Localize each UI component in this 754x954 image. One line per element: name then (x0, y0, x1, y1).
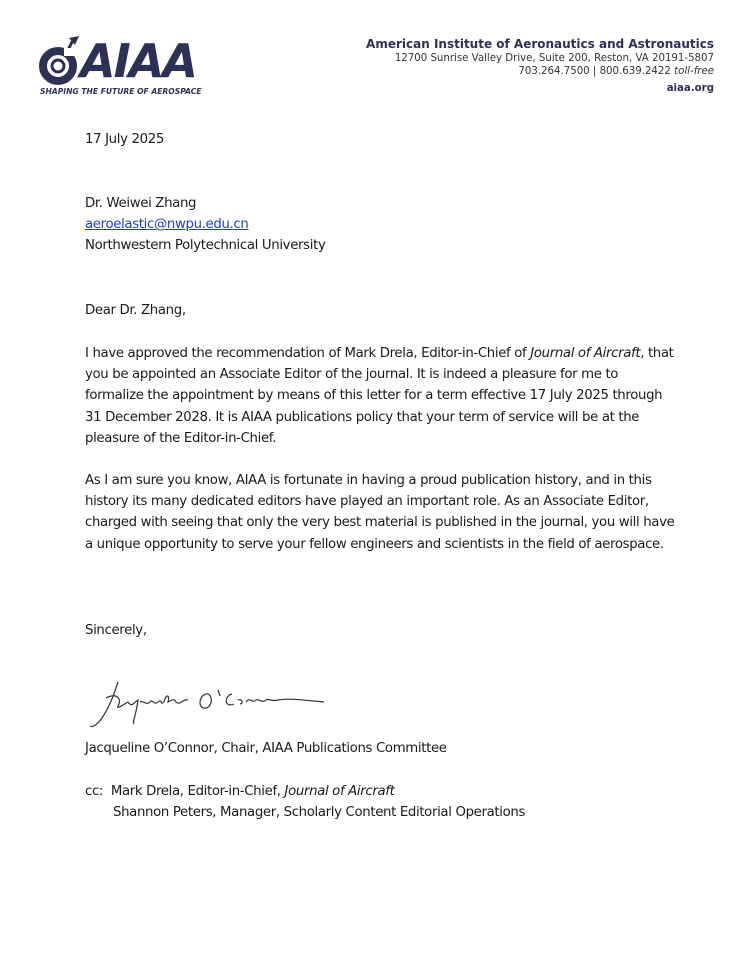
paragraph-2 (85, 470, 675, 555)
cc-line2: Shannon Peters, Manager, Scholarly Content Editorial Operations (113, 805, 526, 821)
phone-numbers: 703.264.7500 | 800.639.2422 (518, 66, 671, 77)
letter-date (85, 129, 675, 150)
date-text: 17 July 2025 (85, 132, 164, 147)
recipient-email-link[interactable]: aeroelastic@nwpu.edu.cn (85, 217, 249, 233)
phone-note: toll-free (674, 66, 714, 77)
cc-label: cc: (85, 784, 104, 799)
logo-tagline: SHAPING THE FUTURE OF AEROSPACE (40, 87, 202, 96)
org-name: American Institute of Aeronautics and Astronautics (366, 37, 714, 51)
signer-text: Jacqueline O’Connor, Chair, AIAA Publications Committee (85, 741, 447, 756)
para1-journal-title: Journal of Aircraft (530, 346, 641, 361)
para1-text-a: I have approved the recommendation of Mark Drela, Editor-in-Chief of (85, 346, 531, 361)
salutation (85, 300, 675, 321)
recipient-block (85, 193, 675, 257)
aiaa-emblem-icon (38, 30, 82, 86)
para2-text: As I am sure you know, AIAA is fortunate in having a proud publication history, and in this history its many dedicated editors have played an important role. As an Associate Editor, charged with seeing that only the very best material is published in the journal, you will have a unique opportunity to serve your fellow engineers and scientists in the field of aerospace. (85, 473, 675, 552)
logo-wordmark: AIAA (80, 34, 196, 88)
para1-text-b: , that you be appointed an Associate Editor of the journal. It is indeed a pleasure for me to formalize the appointment by means of this letter for a term effective 17 July 2025 through 31 December 2028. It is AIAA publications policy that your term of service will be at the pleasure of the Editor-in-Chief. (85, 346, 674, 446)
recipient-institution: Northwestern Polytechnical University (85, 238, 326, 254)
aiaa-logo (38, 30, 238, 100)
cc-line1-text: Mark Drela, Editor-in-Chief, (110, 784, 285, 799)
org-phone (366, 65, 714, 78)
signer-line (85, 738, 675, 759)
salutation-text: Dear Dr. Zhang, (85, 303, 186, 318)
recipient-name: Dr. Weiwei Zhang (85, 196, 197, 211)
signature-image (88, 680, 338, 730)
cc-journal-title: Journal of Aircraft (284, 784, 395, 799)
paragraph-1 (85, 343, 675, 449)
org-address: 12700 Sunrise Valley Drive, Suite 200, Reston, VA 20191-5807 (394, 53, 714, 64)
closing (85, 620, 675, 641)
cc-block (85, 781, 675, 823)
closing-text: Sincerely, (85, 623, 147, 638)
org-website[interactable]: aiaa.org (666, 83, 714, 94)
org-contact-block (366, 36, 714, 95)
